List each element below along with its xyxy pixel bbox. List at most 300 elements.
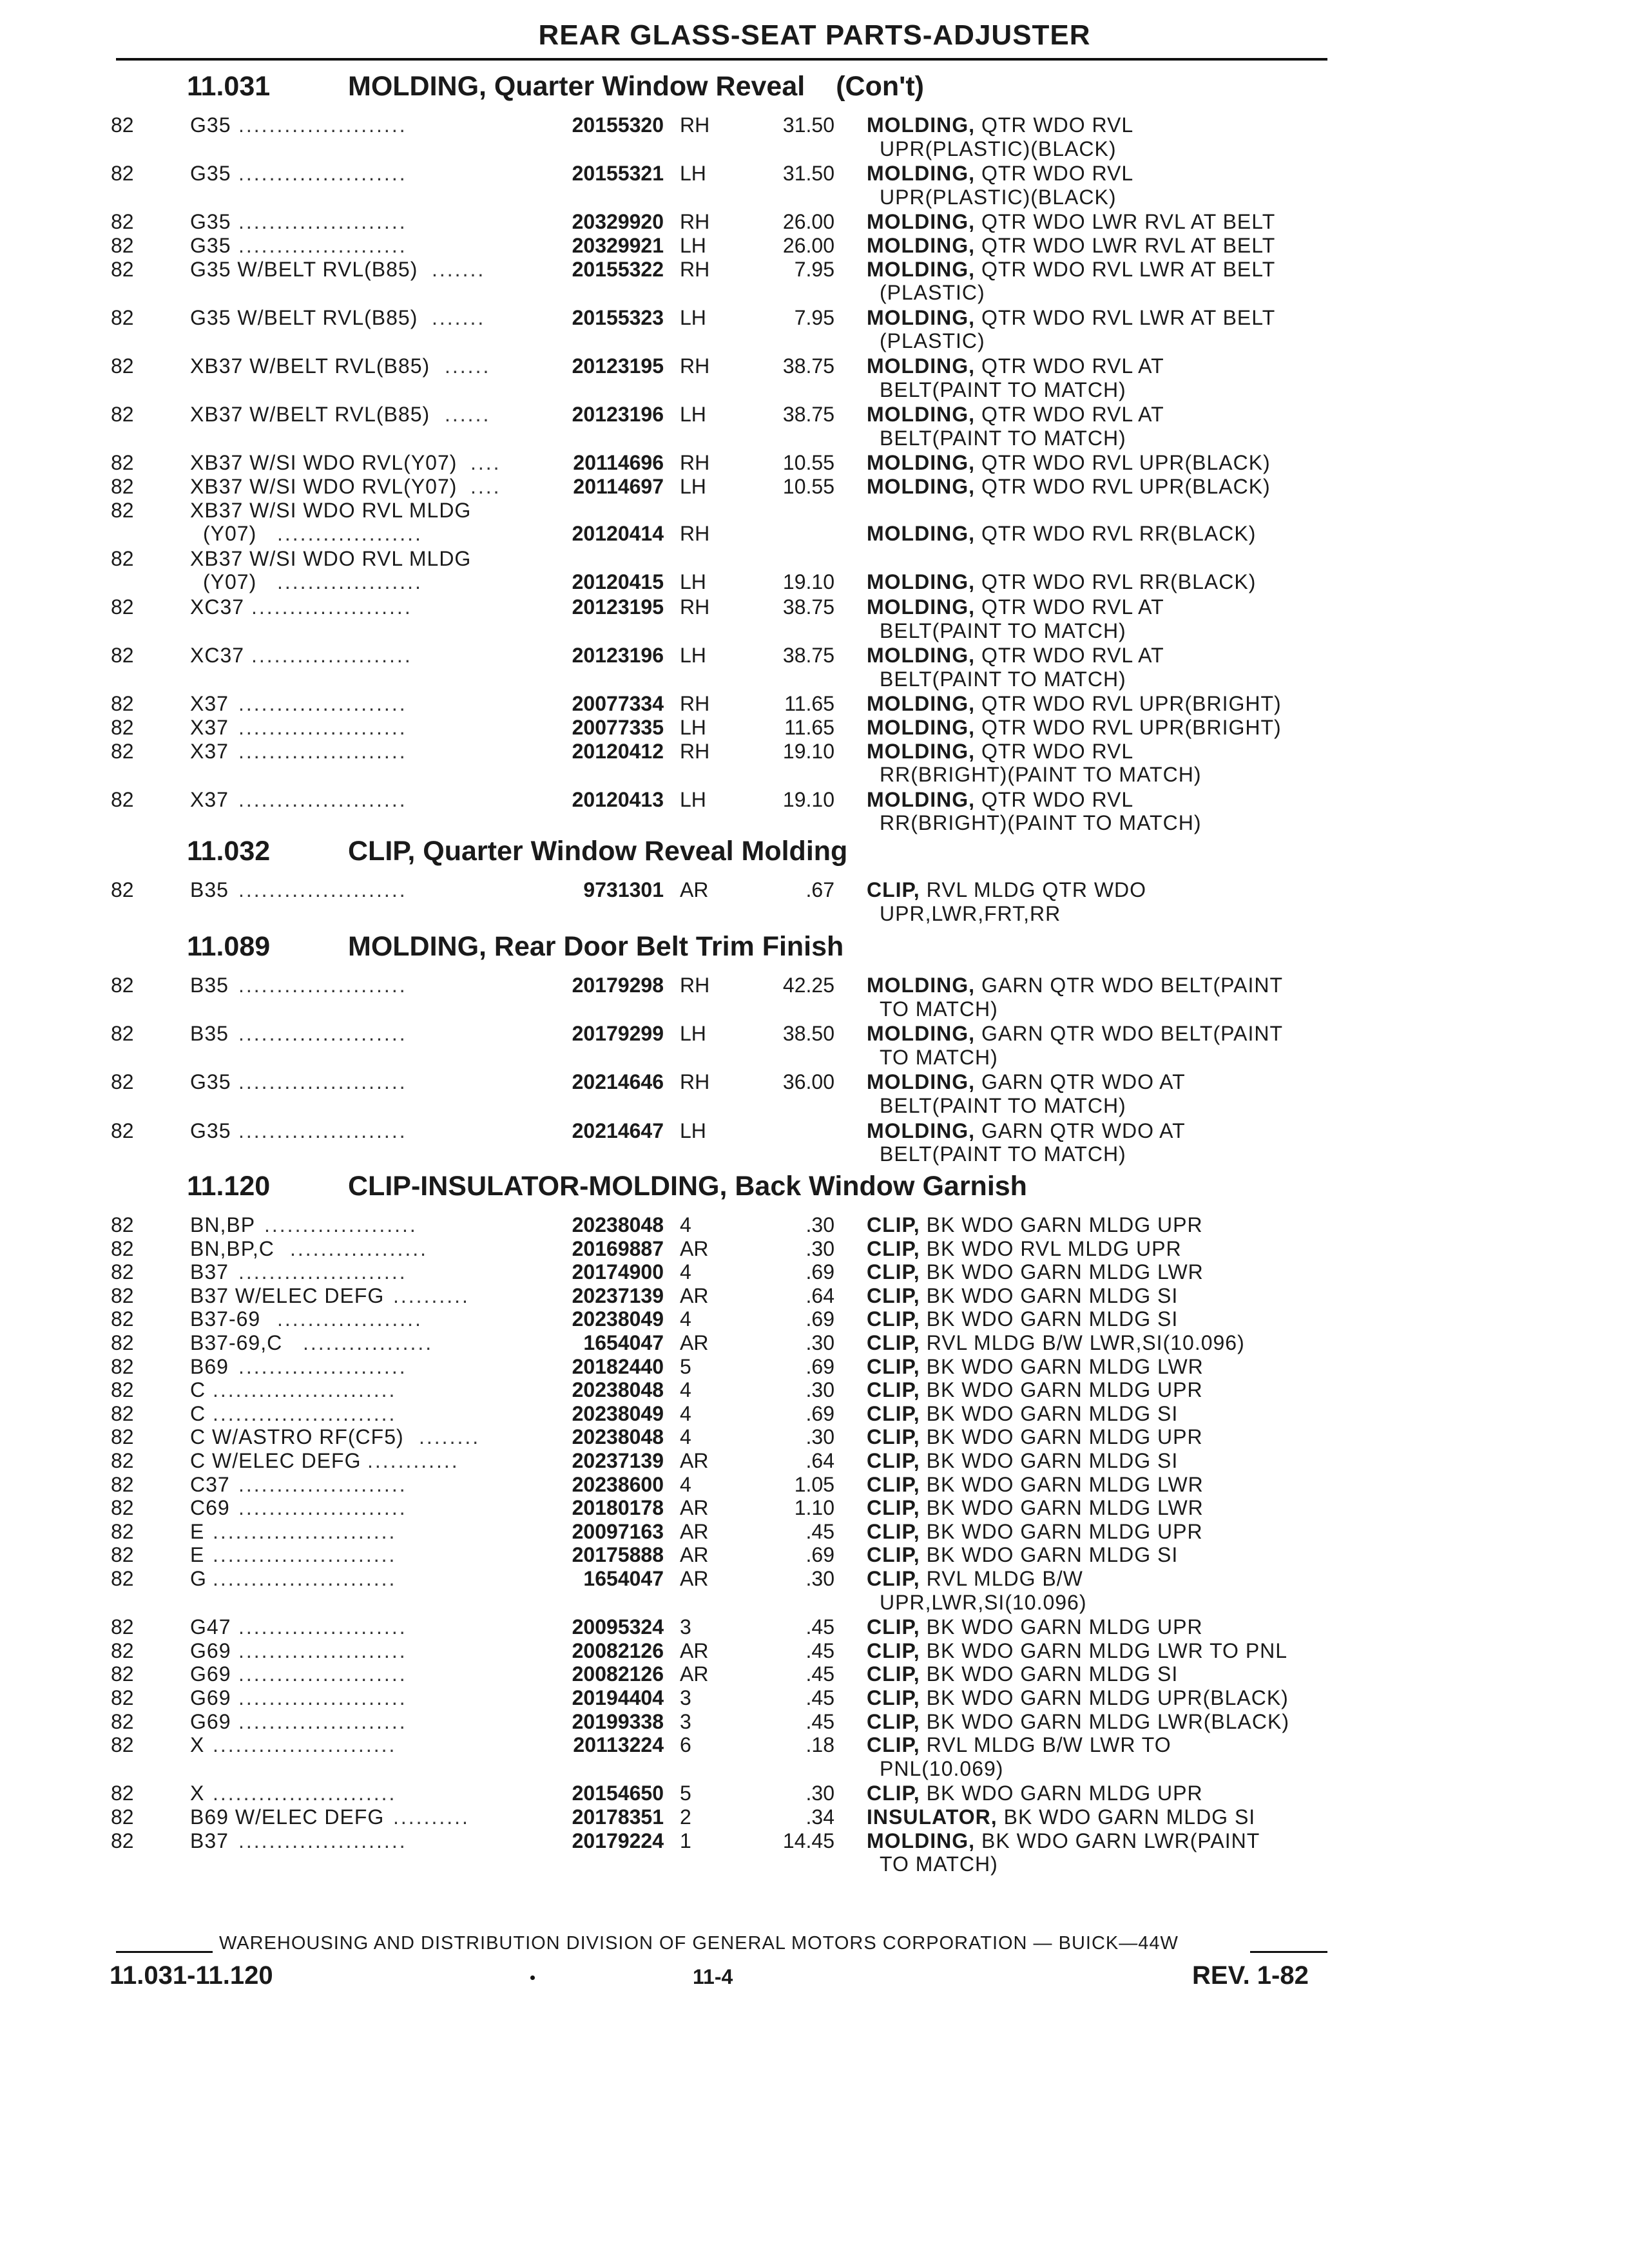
price: .69 — [805, 1543, 834, 1567]
price: 38.75 — [782, 595, 834, 619]
description-text: GARN QTR WDO BELT(PAINT — [981, 974, 1284, 997]
description-noun: CLIP, — [867, 1709, 920, 1733]
description-text: QTR WDO RVL RR(BLACK) — [981, 522, 1257, 546]
description-cont: BELT(PAINT TO MATCH) — [880, 667, 1126, 691]
leader-dots: ...................... — [238, 878, 407, 901]
application-code: X37 — [190, 716, 229, 739]
price: 1.05 — [794, 1472, 834, 1496]
application-code: B37-69,C — [190, 1331, 283, 1354]
group-number: 82 — [111, 403, 134, 427]
section-title: CLIP, Quarter Window Reveal Molding — [348, 836, 848, 867]
quantity: RH — [680, 974, 710, 997]
quantity: RH — [680, 739, 710, 763]
quantity: RH — [680, 1070, 710, 1094]
description-noun: MOLDING, — [867, 1022, 975, 1046]
description — [867, 1496, 1204, 1520]
leader-dots: ........................ — [213, 1733, 397, 1757]
quantity: AR — [680, 1283, 709, 1307]
description — [867, 1070, 1186, 1094]
description-text: BK WDO GARN LWR(PAINT — [981, 1829, 1260, 1852]
description — [867, 1237, 1182, 1261]
leader-dots: ....... — [432, 257, 486, 281]
part-number: 20175888 — [572, 1543, 664, 1567]
leader-dots: ...... — [445, 354, 491, 378]
description-text: QTR WDO RVL AT — [981, 403, 1164, 427]
quantity: AR — [680, 1519, 709, 1543]
quantity: LH — [680, 787, 706, 811]
price: 38.75 — [782, 403, 834, 427]
leader-dots: ........ — [419, 1425, 481, 1449]
part-number: 20238048 — [572, 1425, 664, 1449]
quantity: 4 — [680, 1260, 691, 1284]
leader-dots: ........................ — [213, 1782, 397, 1805]
application-code: E — [190, 1543, 205, 1567]
group-number: 82 — [111, 974, 134, 997]
group-number: 82 — [111, 1213, 134, 1236]
quantity: AR — [680, 1331, 709, 1354]
description-noun: MOLDING, — [867, 692, 975, 716]
description — [867, 258, 1275, 282]
group-number: 82 — [111, 739, 134, 763]
application-code: G69 — [190, 1662, 231, 1686]
part-number: 20238600 — [572, 1472, 664, 1496]
quantity: LH — [680, 403, 706, 427]
description-noun: MOLDING, — [867, 522, 975, 546]
quantity: RH — [680, 451, 710, 475]
description-noun: CLIP, — [867, 1378, 920, 1402]
part-number: 20082126 — [572, 1662, 664, 1686]
group-number: 82 — [111, 1449, 134, 1472]
description — [867, 740, 1133, 764]
description-noun: MOLDING, — [867, 234, 975, 257]
group-number: 82 — [111, 257, 134, 281]
price: 11.65 — [784, 716, 834, 739]
price: .18 — [805, 1733, 834, 1757]
description-text: QTR WDO RVL UPR(BRIGHT) — [981, 716, 1282, 739]
part-number: 20179224 — [572, 1829, 664, 1852]
application-code: C — [190, 1378, 206, 1402]
leader-dots: ...................... — [238, 162, 407, 186]
leader-dots: ...................... — [238, 1119, 407, 1142]
description-text: BK WDO GARN MLDG UPR — [926, 1782, 1203, 1805]
group-number: 82 — [111, 595, 134, 619]
part-number: 20238049 — [572, 1401, 664, 1425]
description-noun: CLIP, — [867, 1283, 920, 1307]
price: 7.95 — [794, 257, 834, 281]
description-text: BK WDO GARN MLDG LWR — [926, 1496, 1204, 1520]
description-noun: CLIP, — [867, 1401, 920, 1425]
part-number: 20179299 — [572, 1022, 664, 1046]
quantity: 5 — [680, 1782, 691, 1805]
part-number: 20123196 — [572, 403, 664, 427]
description-text: BK WDO GARN MLDG UPR — [926, 1519, 1203, 1543]
price: 14.45 — [782, 1829, 834, 1852]
description — [867, 1284, 1178, 1308]
application-code: X37 — [190, 692, 229, 716]
description-text: BK WDO GARN MLDG UPR(BLACK) — [926, 1686, 1289, 1709]
price: 26.00 — [782, 210, 834, 234]
description-noun: CLIP, — [867, 1496, 920, 1520]
description-cont: UPR(PLASTIC)(BLACK) — [880, 137, 1117, 160]
description-cont: (PLASTIC) — [880, 281, 985, 305]
quantity: 5 — [680, 1354, 691, 1378]
description — [867, 1119, 1186, 1143]
footer-publisher-text: WAREHOUSING AND DISTRIBUTION DIVISION OF GENERAL MOTORS CORPORATION — BUICK—44W — [219, 1933, 1179, 1954]
application-code-cont: (Y07) — [203, 570, 257, 594]
part-number: 20120412 — [572, 739, 664, 763]
description-noun: MOLDING, — [867, 162, 975, 186]
group-number: 82 — [111, 716, 134, 739]
description-noun: MOLDING, — [867, 644, 975, 668]
leader-dots: .......... — [393, 1805, 470, 1829]
leader-dots: ........................ — [213, 1567, 397, 1590]
price: .45 — [805, 1662, 834, 1686]
part-number: 20178351 — [572, 1805, 664, 1829]
description-text: QTR WDO RVL UPR(BRIGHT) — [981, 692, 1282, 716]
section-title: MOLDING, Quarter Window Reveal — [348, 71, 805, 102]
description — [867, 1260, 1204, 1284]
description — [867, 451, 1271, 475]
application-code: BN,BP — [190, 1213, 256, 1236]
price: .30 — [805, 1425, 834, 1449]
application-code: G35 — [190, 162, 231, 186]
application-code: XB37 W/SI WDO RVL MLDG — [190, 546, 472, 570]
part-number: 20155322 — [572, 257, 664, 281]
application-code: G35 — [190, 113, 231, 137]
description — [867, 1449, 1178, 1473]
description-noun: CLIP, — [867, 1472, 920, 1496]
quantity: AR — [680, 1236, 709, 1260]
description-noun: CLIP, — [867, 1449, 920, 1472]
price: .67 — [805, 878, 834, 901]
quantity: 1 — [680, 1829, 691, 1852]
quantity: RH — [680, 522, 710, 546]
application-code: C W/ELEC DEFG — [190, 1449, 361, 1472]
description-noun: MOLDING, — [867, 595, 975, 619]
price: .64 — [805, 1449, 834, 1472]
description — [867, 595, 1164, 619]
part-number: 20123196 — [572, 644, 664, 668]
quantity: RH — [680, 113, 710, 137]
description-cont: UPR,LWR,SI(10.096) — [880, 1590, 1087, 1614]
leader-dots: ..................... — [251, 644, 412, 668]
section-title: CLIP-INSULATOR-MOLDING, Back Window Garnish — [348, 1171, 1027, 1202]
application-code: B37 — [190, 1829, 229, 1852]
description-noun: CLIP, — [867, 1662, 920, 1686]
group-number: 82 — [111, 1639, 134, 1662]
description-text: GARN QTR WDO AT — [981, 1119, 1186, 1142]
price: 11.65 — [784, 692, 834, 716]
price: 31.50 — [782, 113, 834, 137]
description-text: RVL MLDG QTR WDO — [926, 878, 1147, 901]
description-cont: BELT(PAINT TO MATCH) — [880, 619, 1126, 642]
description-noun: CLIP, — [867, 1236, 920, 1260]
description-cont: BELT(PAINT TO MATCH) — [880, 426, 1126, 450]
description-noun: CLIP, — [867, 1213, 920, 1236]
application-code: X — [190, 1733, 205, 1757]
description-text: BK WDO GARN MLDG UPR — [926, 1615, 1203, 1639]
application-code: XC37 — [190, 644, 245, 668]
application-code: C37 — [190, 1472, 230, 1496]
part-number: 20095324 — [572, 1615, 664, 1639]
description — [867, 1543, 1178, 1567]
leader-dots: ................. — [303, 1331, 434, 1354]
description-cont: TO MATCH) — [880, 1852, 998, 1876]
price: .45 — [805, 1709, 834, 1733]
description — [867, 113, 1133, 137]
price: .45 — [805, 1615, 834, 1639]
part-number: 20155321 — [572, 162, 664, 186]
leader-dots: .... — [470, 475, 501, 498]
quantity: LH — [680, 1022, 706, 1046]
description — [867, 162, 1133, 186]
footer-rule-left — [116, 1951, 213, 1953]
description — [867, 306, 1275, 330]
description — [867, 692, 1282, 716]
leader-dots: .......... — [393, 1283, 470, 1307]
application-code: XB37 W/SI WDO RVL MLDG — [190, 498, 472, 522]
description-noun: CLIP, — [867, 1425, 920, 1449]
application-code: C69 — [190, 1496, 230, 1520]
quantity: LH — [680, 716, 706, 739]
leader-dots: ...................... — [238, 1472, 407, 1496]
description — [867, 570, 1256, 594]
part-number: 20113224 — [573, 1733, 664, 1757]
leader-dots: ...... — [445, 403, 491, 427]
footer-page-number: 11-4 — [693, 1965, 733, 1988]
leader-dots: ...................... — [238, 210, 407, 234]
application-code: B35 — [190, 878, 229, 901]
part-number: 20077335 — [572, 716, 664, 739]
description — [867, 644, 1164, 668]
part-number: 20077334 — [572, 692, 664, 716]
description-noun: MOLDING, — [867, 787, 975, 811]
section-heading — [187, 71, 924, 110]
description-noun: MOLDING, — [867, 974, 975, 997]
quantity: 4 — [680, 1401, 691, 1425]
part-number: 20120415 — [572, 570, 664, 594]
description — [867, 1022, 1283, 1046]
application-code: G35 — [190, 210, 231, 234]
description-noun: CLIP, — [867, 1519, 920, 1543]
group-number: 82 — [111, 1496, 134, 1520]
application-code: XB37 W/BELT RVL(B85) — [190, 403, 430, 427]
description-text: QTR WDO RVL — [981, 162, 1134, 186]
application-code: G69 — [190, 1709, 231, 1733]
price: .45 — [805, 1519, 834, 1543]
leader-dots: ..................... — [251, 595, 412, 619]
section-heading — [187, 836, 847, 874]
part-number: 20194404 — [572, 1686, 664, 1709]
part-number: 1654047 — [583, 1567, 664, 1590]
group-number: 82 — [111, 1615, 134, 1639]
description-noun: MOLDING, — [867, 475, 975, 498]
description — [867, 1639, 1287, 1663]
description-noun: MOLDING, — [867, 716, 975, 739]
group-number: 82 — [111, 787, 134, 811]
leader-dots: ...................... — [238, 739, 407, 763]
section-heading — [187, 931, 843, 970]
group-number: 82 — [111, 1401, 134, 1425]
part-number: 20238048 — [572, 1378, 664, 1402]
description-text: BK WDO GARN MLDG LWR TO PNL — [926, 1639, 1288, 1662]
application-code: G35 — [190, 1119, 231, 1142]
group-number: 82 — [111, 1236, 134, 1260]
part-number: 20123195 — [572, 595, 664, 619]
group-number: 82 — [111, 1662, 134, 1686]
quantity: 4 — [680, 1378, 691, 1402]
description-cont: RR(BRIGHT)(PAINT TO MATCH) — [880, 763, 1202, 787]
description-text: BK WDO RVL MLDG UPR — [926, 1236, 1182, 1260]
description-text: GARN QTR WDO AT — [981, 1070, 1186, 1094]
application-code: B69 — [190, 1354, 229, 1378]
part-number: 20237139 — [572, 1449, 664, 1472]
application-code: G69 — [190, 1686, 231, 1709]
part-number: 20199338 — [572, 1709, 664, 1733]
description-text: QTR WDO RVL LWR AT BELT — [981, 305, 1276, 329]
quantity: 4 — [680, 1307, 691, 1331]
group-number: 82 — [111, 1378, 134, 1402]
description-text: BK WDO GARN MLDG UPR — [926, 1213, 1203, 1236]
application-code: XC37 — [190, 595, 245, 619]
description-text: BK WDO GARN MLDG UPR — [926, 1378, 1203, 1402]
description — [867, 1733, 1171, 1757]
part-number: 20214646 — [572, 1070, 664, 1094]
group-number: 82 — [111, 451, 134, 475]
description-text: QTR WDO RVL — [981, 113, 1134, 137]
quantity: RH — [680, 257, 710, 281]
description — [867, 1520, 1203, 1544]
quantity: RH — [680, 354, 710, 378]
price: 36.00 — [782, 1070, 834, 1094]
leader-dots: ...................... — [238, 234, 407, 257]
header-rule — [116, 58, 1327, 61]
part-number: 20097163 — [572, 1519, 664, 1543]
part-number: 20154650 — [572, 1782, 664, 1805]
quantity: AR — [680, 1662, 709, 1686]
description-text: BK WDO GARN MLDG LWR — [926, 1354, 1204, 1378]
group-number: 82 — [111, 1070, 134, 1094]
description — [867, 234, 1275, 258]
group-number: 82 — [111, 1260, 134, 1284]
price: 10.55 — [782, 475, 834, 498]
application-code: G35 W/BELT RVL(B85) — [190, 305, 418, 329]
description-cont: PNL(10.069) — [880, 1756, 1004, 1780]
application-code: E — [190, 1519, 205, 1543]
group-number: 82 — [111, 1331, 134, 1354]
description — [867, 1662, 1178, 1686]
group-number: 82 — [111, 1567, 134, 1590]
description-text: QTR WDO RVL RR(BLACK) — [981, 570, 1257, 594]
description-noun: CLIP, — [867, 1260, 920, 1284]
part-number: 9731301 — [583, 878, 664, 901]
leader-dots: ................... — [277, 522, 423, 546]
leader-dots: ........................ — [213, 1519, 397, 1543]
price: 38.75 — [782, 644, 834, 668]
description — [867, 1782, 1203, 1805]
price: 1.10 — [794, 1496, 834, 1520]
quantity: AR — [680, 1543, 709, 1567]
group-number: 82 — [111, 1472, 134, 1496]
part-number: 20123195 — [572, 354, 664, 378]
description — [867, 1829, 1260, 1853]
description-cont: BELT(PAINT TO MATCH) — [880, 378, 1126, 401]
description-noun: CLIP, — [867, 1733, 920, 1757]
description-text: BK WDO GARN MLDG SI — [926, 1283, 1179, 1307]
application-code: G35 — [190, 1070, 231, 1094]
description-noun: CLIP, — [867, 1615, 920, 1639]
part-number: 20120414 — [572, 522, 664, 546]
part-number: 20329921 — [572, 234, 664, 257]
price: 38.75 — [782, 354, 834, 378]
leader-dots: ........................ — [213, 1401, 397, 1425]
application-code: B35 — [190, 1022, 229, 1046]
page-title: REAR GLASS-SEAT PARTS-ADJUSTER — [538, 19, 1091, 51]
description-noun: CLIP, — [867, 1307, 920, 1331]
part-number: 20179298 — [572, 974, 664, 997]
footer-rule-right — [1250, 1951, 1327, 1953]
description — [867, 1615, 1203, 1639]
application-code: G47 — [190, 1615, 231, 1639]
leader-dots: ...................... — [238, 1496, 407, 1520]
quantity: 4 — [680, 1472, 691, 1496]
part-number: 20182440 — [572, 1354, 664, 1378]
quantity: LH — [680, 1119, 706, 1142]
price: .30 — [805, 1378, 834, 1402]
price: .69 — [805, 1307, 834, 1331]
description-text: QTR WDO RVL UPR(BLACK) — [981, 475, 1271, 498]
group-number: 82 — [111, 546, 134, 570]
price: 38.50 — [782, 1022, 834, 1046]
quantity: LH — [680, 305, 706, 329]
description-text: BK WDO GARN MLDG LWR — [926, 1260, 1204, 1284]
description-noun: CLIP, — [867, 1354, 920, 1378]
leader-dots: ................... — [277, 570, 423, 594]
description — [867, 1213, 1203, 1237]
group-number: 82 — [111, 1543, 134, 1567]
group-number: 82 — [111, 1782, 134, 1805]
part-number: 20082126 — [572, 1639, 664, 1662]
description-text: GARN QTR WDO BELT(PAINT — [981, 1022, 1284, 1046]
leader-dots: ...................... — [238, 1354, 407, 1378]
description-noun: MOLDING, — [867, 1829, 975, 1852]
description-noun: CLIP, — [867, 1567, 920, 1590]
description-cont: BELT(PAINT TO MATCH) — [880, 1093, 1126, 1117]
price: .34 — [805, 1805, 834, 1829]
price: .69 — [805, 1401, 834, 1425]
footer-dot — [530, 1975, 535, 1980]
group-number: 82 — [111, 305, 134, 329]
application-code: G — [190, 1567, 207, 1590]
description-cont: TO MATCH) — [880, 1045, 998, 1069]
application-code: X37 — [190, 787, 229, 811]
description-cont: UPR(PLASTIC)(BLACK) — [880, 185, 1117, 209]
quantity: RH — [680, 595, 710, 619]
description-text: RVL MLDG B/W — [926, 1567, 1083, 1590]
price: 7.95 — [794, 305, 834, 329]
description-text: QTR WDO LWR RVL AT BELT — [981, 234, 1276, 257]
part-number: 20329920 — [572, 210, 664, 234]
part-number: 20155320 — [572, 113, 664, 137]
application-code: C W/ASTRO RF(CF5) — [190, 1425, 404, 1449]
description-noun: MOLDING, — [867, 570, 975, 594]
description-text: QTR WDO RVL — [981, 739, 1134, 763]
price: 26.00 — [782, 234, 834, 257]
price: .45 — [805, 1639, 834, 1662]
description-text: BK WDO GARN MLDG SI — [1003, 1805, 1256, 1829]
section-number: 11.031 — [187, 71, 271, 102]
description-noun: MOLDING, — [867, 210, 975, 234]
